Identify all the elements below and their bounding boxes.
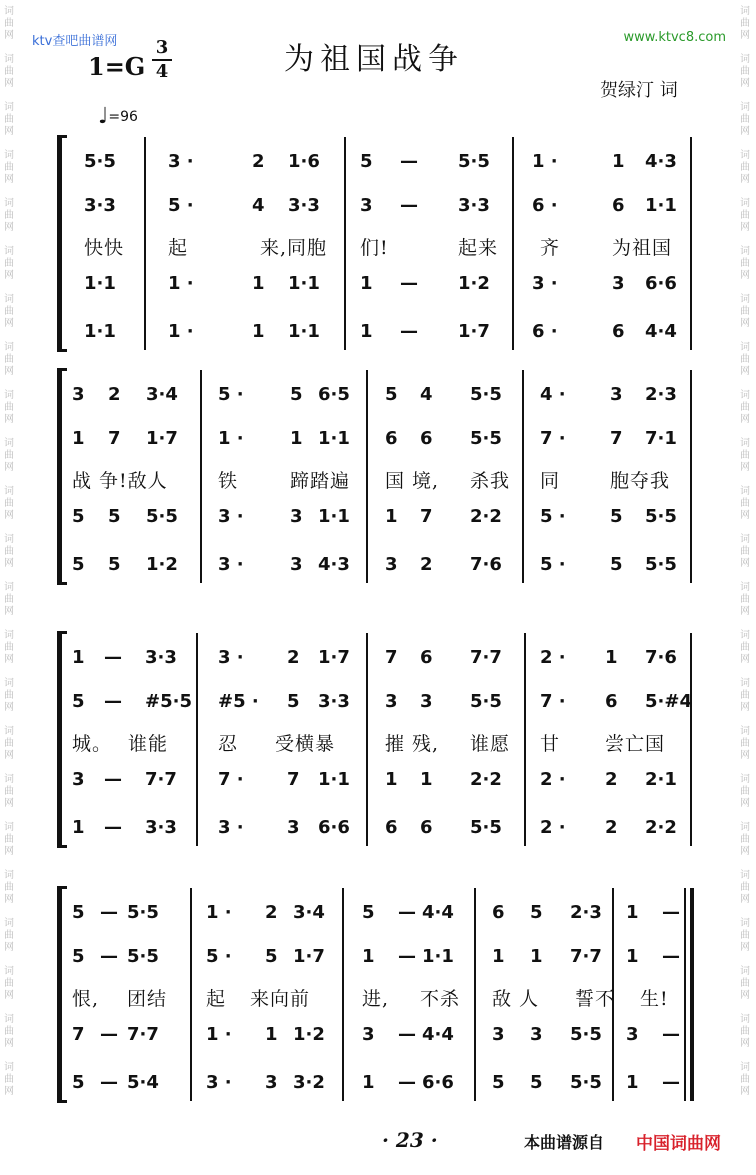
note-cell: #5·5 [145, 691, 192, 712]
lyric-text: 胞夺我 [610, 470, 671, 492]
note-cell: 4·4 [422, 1024, 454, 1045]
note-cell: 5 · [206, 946, 232, 967]
note-cell: 4 [252, 195, 265, 216]
note-cell: 5 · [540, 554, 566, 575]
watermark-right: 词 曲 网 词 曲 网 词 曲 网 词 曲 网 词 曲 网 词 曲 网 词 曲 网 词 曲 网 词 曲 网 词 曲 网 词 曲 网 词 曲 网 词 曲 网 词 曲 网 词 曲 网 词 曲 网 词 曲 网 词 曲 网 词 曲 网 词 曲 网 词 曲 网 词 曲 网 词 曲 网 [740, 6, 750, 1097]
note-cell: 1 [362, 1072, 375, 1093]
bar-line [512, 137, 514, 350]
note-cell: 3 [360, 195, 373, 216]
note-cell: 7 [287, 769, 300, 790]
lyric-text: 恨, [72, 988, 100, 1010]
note-cell: — [400, 321, 418, 342]
note-cell: 5 [530, 1072, 543, 1093]
lyric-text: 不杀 [420, 988, 461, 1010]
note-cell: 3 [385, 691, 398, 712]
note-cell: 5 [72, 1072, 85, 1093]
note-cell: 3 [530, 1024, 543, 1045]
note-cell: 3·3 [288, 195, 320, 216]
note-cell: 7 [108, 428, 121, 449]
note-cell: 1·2 [146, 554, 178, 575]
note-cell: 5 [72, 506, 85, 527]
note-cell: 1·1 [422, 946, 454, 967]
note-cell: 5 [265, 946, 278, 967]
note-cell: 5 [108, 506, 121, 527]
note-cell: 5 [610, 506, 623, 527]
note-cell: — [100, 1024, 118, 1045]
system-bracket [57, 888, 62, 1101]
note-cell: 5 [72, 554, 85, 575]
note-cell: 7·6 [645, 647, 677, 668]
lyric-text: 为祖国 [612, 237, 673, 259]
lyric-text: 受横暴 [275, 733, 336, 755]
note-cell: 7·1 [645, 428, 677, 449]
site-link-right[interactable]: www.ktvc8.com [623, 30, 726, 45]
system-bracket [57, 137, 62, 350]
note-cell: 1 [626, 1072, 639, 1093]
lyric-text: 誓不 [575, 988, 616, 1010]
note-cell: 7 [385, 647, 398, 668]
note-cell: 1·1 [318, 769, 350, 790]
note-cell: 2 · [540, 817, 566, 838]
note-cell: 7·6 [470, 554, 502, 575]
footer-source-label: 本曲谱源自 [524, 1133, 605, 1152]
note-cell: 4·4 [422, 902, 454, 923]
note-cell: 3 [492, 1024, 505, 1045]
note-cell: — [398, 1072, 416, 1093]
note-cell: 1 [420, 769, 433, 790]
note-cell: 2·2 [645, 817, 677, 838]
note-cell: 2 [605, 817, 618, 838]
note-cell: 3 [610, 384, 623, 405]
note-cell: 1 [252, 273, 265, 294]
note-cell: 1 [360, 273, 373, 294]
note-cell: 2·1 [645, 769, 677, 790]
note-cell: 5·5 [570, 1072, 602, 1093]
note-cell: 1·1 [84, 321, 116, 342]
note-cell: 4·3 [645, 151, 677, 172]
note-cell: 1·7 [318, 647, 350, 668]
note-cell: 6 [420, 647, 433, 668]
note-cell: 2·2 [470, 506, 502, 527]
lyric-text: 齐 [540, 237, 561, 259]
note-cell: 6 [385, 428, 398, 449]
note-cell: 2 [605, 769, 618, 790]
note-cell: 3 [72, 769, 85, 790]
note-cell: 2·2 [470, 769, 502, 790]
note-cell: 5 [360, 151, 373, 172]
note-cell: — [104, 769, 122, 790]
note-cell: 3·2 [293, 1072, 325, 1093]
note-cell: 3 · [532, 273, 558, 294]
note-cell: 5 · [218, 384, 244, 405]
note-cell: 6 [612, 195, 625, 216]
note-cell: — [100, 902, 118, 923]
note-cell: 3·3 [318, 691, 350, 712]
note-cell: 3 [420, 691, 433, 712]
lyric-text: 起来 [458, 237, 499, 259]
score-system [0, 370, 756, 585]
note-cell: 3 [612, 273, 625, 294]
note-cell: — [104, 647, 122, 668]
note-cell: 7·7 [570, 946, 602, 967]
note-cell: 5 [492, 1072, 505, 1093]
note-cell: 1 [492, 946, 505, 967]
note-cell: 7 [72, 1024, 85, 1045]
note-cell: 6 [385, 817, 398, 838]
note-cell: — [100, 1072, 118, 1093]
note-cell: — [398, 902, 416, 923]
note-cell: 1 · [206, 1024, 232, 1045]
lyric-text: 谁能 [128, 733, 169, 755]
note-cell: 5 [72, 691, 85, 712]
note-cell: #5 · [218, 691, 259, 712]
time-signature-bottom: 4 [155, 61, 169, 82]
note-cell: 4 · [540, 384, 566, 405]
note-cell: 1 [290, 428, 303, 449]
note-cell: 3·4 [293, 902, 325, 923]
lyric-text: 战 争!敌人 [72, 470, 168, 492]
note-cell: — [400, 273, 418, 294]
note-cell: 1 [362, 946, 375, 967]
note-cell: 1 [626, 946, 639, 967]
note-cell: 3 [265, 1072, 278, 1093]
note-cell: — [662, 946, 680, 967]
note-cell: 1 [252, 321, 265, 342]
note-cell: 1·2 [293, 1024, 325, 1045]
lyric-text: 杀我 [470, 470, 511, 492]
note-cell: 5 [287, 691, 300, 712]
note-cell: — [398, 946, 416, 967]
note-cell: — [104, 691, 122, 712]
note-cell: 2 [287, 647, 300, 668]
note-cell: 3 [362, 1024, 375, 1045]
note-cell: 6·5 [318, 384, 350, 405]
note-cell: — [662, 902, 680, 923]
score-system [0, 888, 756, 1103]
note-cell: 1 [605, 647, 618, 668]
note-cell: 7·7 [145, 769, 177, 790]
note-cell: 3 · [218, 817, 244, 838]
note-cell: 1 [72, 817, 85, 838]
lyric-text: 同 [540, 470, 561, 492]
score-system [0, 633, 756, 848]
note-cell: 1 · [168, 273, 194, 294]
note-cell: 3·3 [145, 647, 177, 668]
site-link-left[interactable]: ktv查吧曲谱网 [32, 34, 118, 49]
bar-line [690, 370, 692, 583]
note-cell: 1 [385, 506, 398, 527]
note-cell: 1 · [218, 428, 244, 449]
note-cell: 5·5 [470, 384, 502, 405]
note-cell: 1 [626, 902, 639, 923]
note-cell: 3 [290, 506, 303, 527]
note-cell: 2·3 [570, 902, 602, 923]
note-cell: 1 [72, 647, 85, 668]
note-cell: 3 [626, 1024, 639, 1045]
note-cell: 1 [385, 769, 398, 790]
note-cell: 1·7 [458, 321, 490, 342]
lyric-text: 敌 人 [492, 988, 540, 1010]
bar-line [144, 137, 146, 350]
note-cell: — [662, 1072, 680, 1093]
note-cell: 2 · [540, 647, 566, 668]
note-cell: 1·1 [645, 195, 677, 216]
note-cell: 3·3 [84, 195, 116, 216]
note-cell: 1 [612, 151, 625, 172]
note-cell: 5·5 [470, 817, 502, 838]
note-cell: 1·1 [318, 506, 350, 527]
lyric-text: 团结 [127, 988, 168, 1010]
song-title: 为祖国战争 [284, 42, 464, 77]
note-cell: 4·3 [318, 554, 350, 575]
lyricist-credit: 贺绿汀 词 [600, 80, 678, 101]
lyric-text: 谁愿 [470, 733, 511, 755]
note-cell: 5·4 [127, 1072, 159, 1093]
note-cell: 5 [385, 384, 398, 405]
note-cell: 6 [492, 902, 505, 923]
note-cell: 5·5 [645, 506, 677, 527]
note-cell: 5 [362, 902, 375, 923]
note-cell: 1·1 [288, 273, 320, 294]
note-cell: 3·3 [145, 817, 177, 838]
note-cell: — [400, 151, 418, 172]
quarter-note-icon: ♩ [98, 104, 109, 129]
time-signature [152, 38, 172, 82]
note-cell: 6 [612, 321, 625, 342]
page-number: · 23 · [382, 1128, 438, 1152]
note-cell: 5 [610, 554, 623, 575]
lyric-text: 生! [640, 988, 669, 1010]
note-cell: 1·1 [288, 321, 320, 342]
bar-line [522, 370, 524, 583]
note-cell: 1·7 [293, 946, 325, 967]
lyric-text: 蹄踏遍 [290, 470, 351, 492]
note-cell: 2 · [540, 769, 566, 790]
note-cell: — [662, 1024, 680, 1045]
note-cell: 3 [385, 554, 398, 575]
note-cell: 6·6 [422, 1072, 454, 1093]
score-system [0, 137, 756, 352]
note-cell: 5·5 [84, 151, 116, 172]
note-cell: 2 [252, 151, 265, 172]
lyric-text: 起 [168, 237, 189, 259]
note-cell: 5·5 [645, 554, 677, 575]
note-cell: 3 · [206, 1072, 232, 1093]
note-cell: 5·5 [127, 902, 159, 923]
bar-line [200, 370, 202, 583]
note-cell: 5 [72, 902, 85, 923]
note-cell: 3 [287, 817, 300, 838]
note-cell: 1 [72, 428, 85, 449]
note-cell: 6 [420, 428, 433, 449]
note-cell: 4·4 [645, 321, 677, 342]
note-cell: 5·5 [470, 691, 502, 712]
note-cell: 5·#4 [645, 691, 692, 712]
lyric-text: 起 [206, 988, 227, 1010]
note-cell: 5 [530, 902, 543, 923]
note-cell: 5 · [540, 506, 566, 527]
system-bracket [57, 370, 62, 583]
note-cell: 5 [290, 384, 303, 405]
note-cell: 7·7 [470, 647, 502, 668]
note-cell: 7·7 [127, 1024, 159, 1045]
note-cell: 5·5 [146, 506, 178, 527]
bar-line [474, 888, 476, 1101]
note-cell: — [398, 1024, 416, 1045]
note-cell: — [104, 817, 122, 838]
note-cell: 3 · [218, 506, 244, 527]
lyric-text: 摧 残, [385, 733, 440, 755]
lyric-text: 尝亡国 [605, 733, 666, 755]
note-cell: 6 [605, 691, 618, 712]
note-cell: 2 [108, 384, 121, 405]
bar-line [366, 370, 368, 583]
note-cell: 3 · [168, 151, 194, 172]
bar-line [190, 888, 192, 1101]
tempo-value: =96 [108, 109, 138, 125]
lyric-text: 国 境, [385, 470, 440, 492]
note-cell: 3 · [218, 647, 244, 668]
watermark-left: 词 曲 网 词 曲 网 词 曲 网 词 曲 网 词 曲 网 词 曲 网 词 曲 网 词 曲 网 词 曲 网 词 曲 网 词 曲 网 词 曲 网 词 曲 网 词 曲 网 词 曲 网 词 曲 网 词 曲 网 词 曲 网 词 曲 网 词 曲 网 词 曲 网 词 曲 网 词 曲 网 [4, 6, 14, 1097]
note-cell: 2 [420, 554, 433, 575]
note-cell: 3 [72, 384, 85, 405]
note-cell: 5·5 [127, 946, 159, 967]
bar-line [690, 137, 692, 350]
note-cell: 1·6 [288, 151, 320, 172]
note-cell: 4 [420, 384, 433, 405]
note-cell: — [100, 946, 118, 967]
note-cell: 1·1 [84, 273, 116, 294]
note-cell: 5 · [168, 195, 194, 216]
note-cell: 6·6 [645, 273, 677, 294]
note-cell: 3·3 [458, 195, 490, 216]
note-cell: 7 [610, 428, 623, 449]
note-cell: 3 [290, 554, 303, 575]
note-cell: 7 · [218, 769, 244, 790]
final-bar-line [684, 888, 686, 1101]
tempo-marking [98, 104, 138, 129]
key-signature: 1=G [88, 52, 146, 81]
lyric-text: 进, [362, 988, 390, 1010]
note-cell: 5·5 [470, 428, 502, 449]
lyric-text: 来向前 [250, 988, 311, 1010]
note-cell: — [400, 195, 418, 216]
note-cell: 2·3 [645, 384, 677, 405]
lyric-text: 甘 [540, 733, 561, 755]
note-cell: 5·5 [570, 1024, 602, 1045]
note-cell: 1·7 [146, 428, 178, 449]
note-cell: 6 [420, 817, 433, 838]
lyric-text: 快快 [84, 237, 125, 259]
note-cell: 2 [265, 902, 278, 923]
note-cell: 1 · [532, 151, 558, 172]
lyric-text: 们! [360, 237, 389, 259]
lyric-text: 来,同胞 [260, 237, 328, 259]
system-bracket [57, 633, 62, 846]
bar-line [344, 137, 346, 350]
note-cell: 1 · [168, 321, 194, 342]
lyric-text: 铁 [218, 470, 239, 492]
note-cell: 1·2 [458, 273, 490, 294]
note-cell: 6 · [532, 195, 558, 216]
note-cell: 5·5 [458, 151, 490, 172]
note-cell: 6 · [532, 321, 558, 342]
note-cell: 6·6 [318, 817, 350, 838]
bar-line [690, 888, 694, 1101]
note-cell: 7 [420, 506, 433, 527]
bar-line [196, 633, 198, 846]
bar-line [524, 633, 526, 846]
bar-line [342, 888, 344, 1101]
note-cell: 5 [72, 946, 85, 967]
lyric-text: 忍 [218, 733, 239, 755]
note-cell: 5 [108, 554, 121, 575]
note-cell: 1·1 [318, 428, 350, 449]
note-cell: 7 · [540, 428, 566, 449]
bar-line [366, 633, 368, 846]
note-cell: 7 · [540, 691, 566, 712]
note-cell: 1 [265, 1024, 278, 1045]
note-cell: 3 · [218, 554, 244, 575]
note-cell: 3·4 [146, 384, 178, 405]
bar-line [690, 633, 692, 846]
footer-site-link[interactable]: 中国词曲网 [636, 1134, 721, 1154]
note-cell: 1 · [206, 902, 232, 923]
lyric-text: 城。 [72, 733, 113, 755]
note-cell: 1 [360, 321, 373, 342]
time-signature-top: 3 [155, 37, 169, 58]
note-cell: 1 [530, 946, 543, 967]
